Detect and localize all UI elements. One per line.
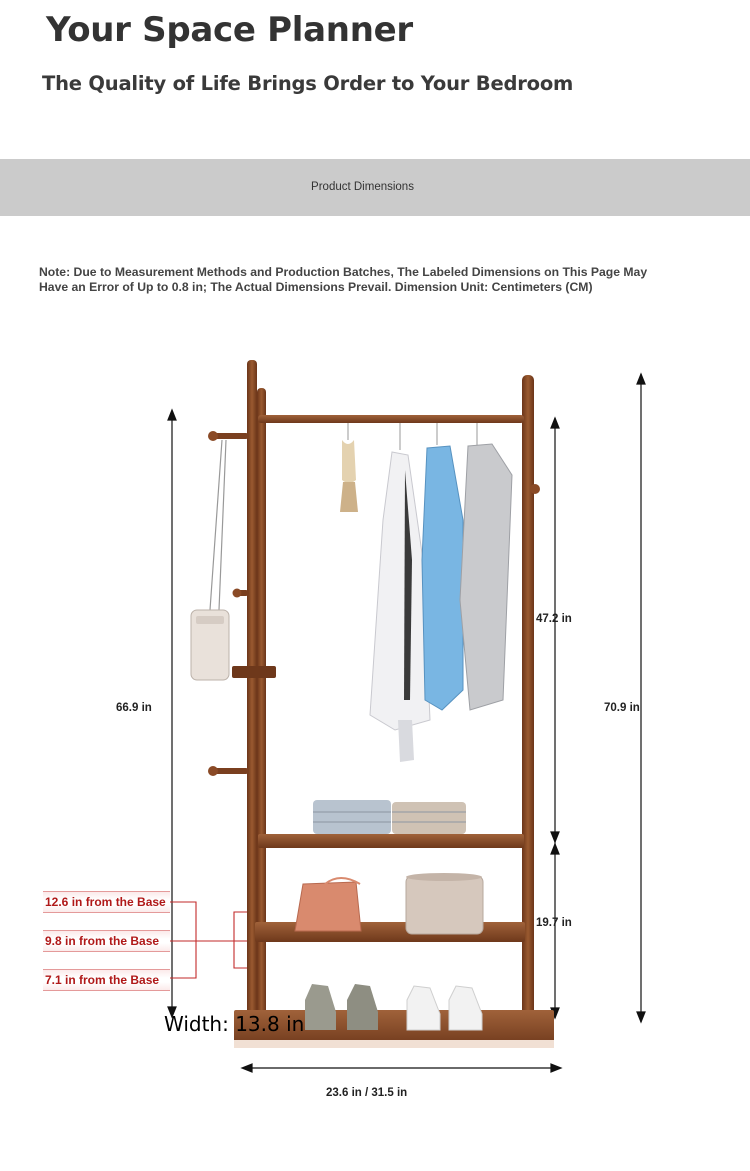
section-label: Product Dimensions — [311, 181, 414, 193]
base-label-12-6: 12.6 in from the Base — [43, 891, 170, 913]
lower-height-label: 19.7 in — [536, 917, 572, 929]
total-height-label: 70.9 in — [604, 702, 640, 714]
clothes-illustration — [340, 423, 512, 762]
page-subtitle: The Quality of Life Brings Order to Your Bedroom — [42, 72, 574, 95]
length-label: 23.6 in / 31.5 in — [326, 1087, 408, 1099]
dimension-note: Note: Due to Measurement Methods and Production Batches, The Labeled Dimensions on This Page May Have an Error of Up to 0.8 in; The Actual Dimensions Prevail. Dimension Unit: Centimeters (CM) — [39, 265, 648, 294]
base-label-7-1: 7.1 in from the Base — [43, 969, 170, 991]
page-title: Your Space Planner — [46, 10, 413, 50]
base-connectors — [170, 902, 260, 978]
handbag-illustration — [191, 440, 229, 680]
folded-clothes-illustration — [313, 800, 466, 834]
base-label-9-8: 9.8 in from the Base — [43, 930, 170, 952]
width-label: Width: 13.8 in — [164, 1012, 305, 1036]
upper-height-label: 47.2 in — [536, 613, 572, 625]
left-height-label: 66.9 in — [116, 702, 152, 714]
